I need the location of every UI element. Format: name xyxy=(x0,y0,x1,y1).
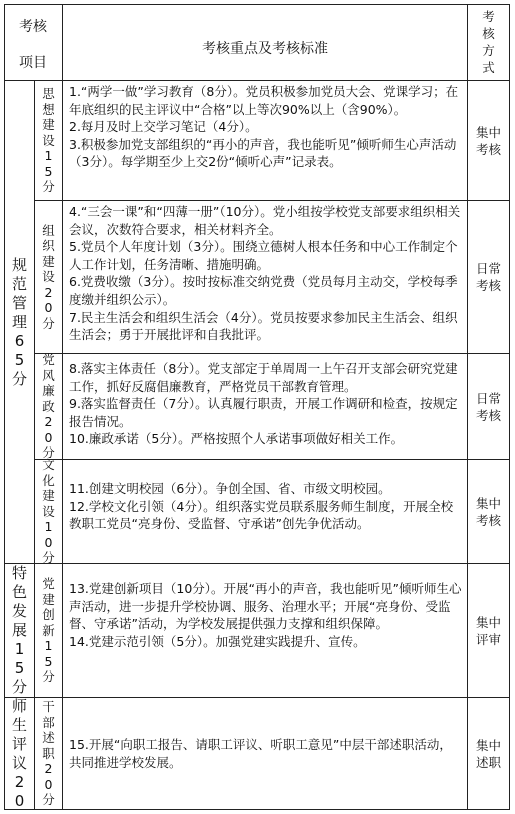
vertical-char: 2 xyxy=(44,284,53,300)
method-label: 集中考核 xyxy=(475,124,501,157)
subitem-cell xyxy=(35,698,62,809)
criteria-item: 6.党费收缴（3分）。按时按标准交纳党费（党员每月主动交，学校每季度缴并组织公示）。 xyxy=(69,274,458,307)
vertical-char: 范 xyxy=(11,274,27,293)
method-cell xyxy=(468,698,509,809)
vertical-char: 设 xyxy=(42,503,55,519)
vertical-char: 文 xyxy=(42,457,55,473)
vertical-char: 2 xyxy=(44,761,53,777)
vertical-char: 特 xyxy=(11,564,27,582)
category-cell xyxy=(5,81,34,563)
header-method-char: 方 xyxy=(482,43,495,58)
method-label: 集中考核 xyxy=(475,495,501,528)
criteria-item: 15.开展“向职工报告、请职工评议、听职工意见”中层干部述职活动，共同推进学校发展。 xyxy=(69,737,452,770)
vertical-char: 职 xyxy=(42,745,55,761)
vertical-char: 分 xyxy=(42,669,55,685)
criteria-item: 10.廉政承诺（5分）。严格按照个人承诺事项做好相关工作。 xyxy=(69,431,404,447)
criteria-cell xyxy=(63,81,467,200)
criteria-item: 11.创建文明校园（6分）。争创全国、省、市级文明校园。 xyxy=(69,481,391,496)
vertical-char: 组 xyxy=(42,222,55,238)
vertical-char: 党 xyxy=(42,576,55,592)
criteria-item: 14.党建示范引领（5分）。加强党建实践提升、宣传。 xyxy=(69,633,366,649)
vertical-char: 分 xyxy=(42,792,55,808)
border-top xyxy=(4,4,510,5)
category-cell xyxy=(5,698,34,809)
vertical-char: 分 xyxy=(42,445,55,461)
subitem-cell xyxy=(35,201,62,353)
criteria-item: 4.“三会一课”和“四薄一册”（10分）。党小组按学校党支部要求组织相关会议，次数符合要求，相关材料齐全。 xyxy=(69,204,461,237)
vertical-char: 建 xyxy=(42,591,55,607)
vertical-char: 设 xyxy=(42,269,55,285)
method-label: 日常考核 xyxy=(475,390,501,423)
vertical-char: 设 xyxy=(42,132,55,148)
vertical-char: 理 xyxy=(11,312,27,331)
criteria-item: 12.学校文化引领（4分）。组织落实党员联系服务师生制度，开展全校教职工党员“亮身份、受监督、守承诺”创先争优活动。 xyxy=(69,498,454,532)
subitem-cell xyxy=(35,564,62,697)
criteria-cell xyxy=(63,564,467,697)
method-cell xyxy=(468,460,509,563)
vertical-char: 5 xyxy=(14,350,25,369)
vertical-char: 0 xyxy=(44,429,53,445)
vertical-char: 0 xyxy=(44,300,53,316)
criteria-item: 5.党员个人年度计划（3分）。围绕立德树人根本任务和中心工作制定个人工作计划，任务清晰、措施明确。 xyxy=(69,239,458,272)
border-right xyxy=(509,4,510,810)
criteria-item: 9.落实监督责任（7分）。认真履行职责，开展工作调研和检查，按规定报告情况。 xyxy=(69,396,458,429)
method-label: 集中评审 xyxy=(475,614,501,647)
vertical-char: 1 xyxy=(14,640,25,658)
header-item-line1: 考核 xyxy=(19,19,47,35)
criteria-cell xyxy=(63,201,467,353)
vertical-char: 思 xyxy=(42,86,55,102)
vertical-char: 想 xyxy=(42,101,55,117)
subitem-cell xyxy=(35,457,62,566)
criteria-cell xyxy=(63,460,467,563)
vertical-char: 分 xyxy=(42,179,55,195)
vertical-char: 1 xyxy=(44,638,53,654)
vertical-char: 色 xyxy=(11,583,27,601)
vertical-char: 管 xyxy=(11,293,27,312)
vertical-char: 议 xyxy=(11,753,27,772)
vertical-char: 风 xyxy=(42,367,55,383)
method-cell xyxy=(468,354,509,459)
vertical-char: 6 xyxy=(14,331,25,350)
vertical-char: 分 xyxy=(11,369,27,388)
criteria-item: 13.党建创新项目（10分）。开展“再小的声音，我也能听见”倾听师生心声活动，进一步提升学校协调、服务、治理水平；开展“亮身份、受监督、守承诺”活动，为学校发展提供强力支撑和组织保障。 xyxy=(69,581,462,632)
vertical-char: 5 xyxy=(14,659,25,677)
vertical-char: 分 xyxy=(42,550,55,566)
category-cell xyxy=(5,564,34,697)
vertical-char: 评 xyxy=(11,734,27,753)
vertical-char: 分 xyxy=(11,678,27,696)
vertical-char: 5 xyxy=(44,163,53,179)
method-cell xyxy=(468,81,509,200)
criteria-item: 8.落实主体责任（8分）。党支部定于单周周一上午召开支部会研究党建工作，抓好反腐倡廉教育，严格党员干部教育管理。 xyxy=(69,361,458,394)
vertical-char: 2 xyxy=(44,414,53,430)
vertical-char: 1 xyxy=(44,148,53,164)
criteria-cell xyxy=(63,698,467,809)
method-label: 集中述职 xyxy=(475,737,501,770)
criteria-item: 2.每月及时上交学习笔记（4分）。 xyxy=(69,119,258,135)
method-cell xyxy=(468,201,509,353)
assessment-table xyxy=(4,4,510,810)
header-focus: 考核重点及考核标准 xyxy=(202,41,328,57)
vertical-char: 干 xyxy=(42,699,55,715)
vertical-char: 0 xyxy=(14,791,25,810)
vertical-char: 建 xyxy=(42,488,55,504)
subitem-cell xyxy=(35,81,62,200)
criteria-item: 7.民主生活会和组织生活会（4分）。党员按要求参加民主生活会、组织生活会；勇于开展批评和自我批评。 xyxy=(69,309,458,343)
criteria-item: 1.“两学一做”学习教育（8分）。党员积极参加党员大会、党课学习；在年底组织的民主评议中“合格”以上等次90%以上（含90%）。 xyxy=(69,84,459,117)
vertical-char: 建 xyxy=(42,253,55,269)
header-item-cell xyxy=(4,4,62,80)
vertical-char: 2 xyxy=(14,772,25,791)
vertical-char: 0 xyxy=(44,776,53,792)
vertical-char: 师 xyxy=(11,696,27,715)
header-method-char: 考 xyxy=(482,9,495,24)
vertical-char: 织 xyxy=(42,238,55,254)
vertical-char: 展 xyxy=(11,621,27,639)
vertical-char: 分 xyxy=(42,315,55,331)
vertical-char: 廉 xyxy=(42,383,55,399)
criteria-cell xyxy=(63,354,467,459)
vertical-char: 生 xyxy=(11,715,27,734)
subitem-cell xyxy=(35,354,62,459)
header-method xyxy=(468,4,509,80)
vertical-char: 党 xyxy=(42,352,55,368)
vertical-char: 述 xyxy=(42,730,55,746)
criteria-item: 3.积极参加党支部组织的“再小的声音，我也能听见”倾听师生心声活动（3分）。每学期至少上交2份“倾听心声”记录表。 xyxy=(69,136,457,170)
header-method-char: 核 xyxy=(482,26,495,41)
vertical-char: 5 xyxy=(44,653,53,669)
vertical-char: 新 xyxy=(42,622,55,638)
header-method-char: 式 xyxy=(482,60,495,75)
vertical-char: 政 xyxy=(42,398,55,414)
vertical-char: 0 xyxy=(44,534,53,550)
header-item-line2: 项目 xyxy=(19,55,47,71)
vertical-char: 发 xyxy=(11,602,27,620)
vertical-char: 规 xyxy=(11,255,27,274)
vertical-char: 化 xyxy=(42,472,55,488)
border-bottom xyxy=(4,809,510,810)
vertical-char: 部 xyxy=(42,714,55,730)
method-label: 日常考核 xyxy=(475,261,501,293)
vertical-char: 创 xyxy=(42,607,55,623)
vertical-char: 建 xyxy=(42,117,55,133)
method-cell xyxy=(468,564,509,697)
vertical-char: 1 xyxy=(44,519,53,535)
